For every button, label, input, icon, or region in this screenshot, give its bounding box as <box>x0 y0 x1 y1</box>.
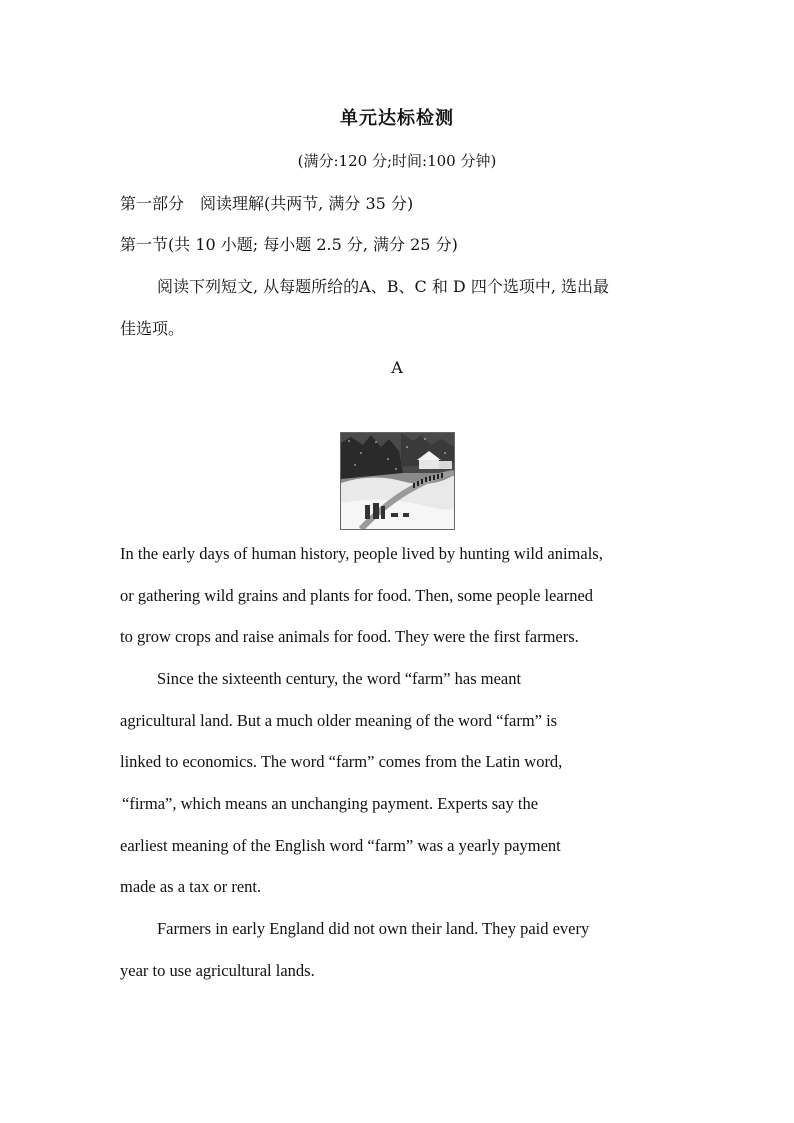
page-title: 单元达标检测 <box>340 108 454 129</box>
part-heading: 第一部分 阅读理解(共两节, 满分 35 分) <box>120 194 414 213</box>
instructions-line-2: 佳选项。 <box>120 319 185 338</box>
passage-line: to grow crops and raise animals for food. They were the first farmers. <box>120 627 579 646</box>
instructions-line-1: 阅读下列短文, 从每题所给的A、B、C 和 D 四个选项中, 选出最 <box>157 277 609 296</box>
passage-line: In the early days of human history, people lived by hunting wild animals, <box>120 544 603 563</box>
section-heading: 第一节(共 10 小题; 每小题 2.5 分, 满分 25 分) <box>120 235 458 254</box>
passage-line: Since the sixteenth century, the word “farm” has meant <box>157 669 522 688</box>
exam-info: (满分:120 分;时间:100 分钟) <box>297 152 497 170</box>
passage-line: or gathering wild grains and plants for food. Then, some people learned <box>120 586 594 605</box>
passage-label: A <box>391 358 403 377</box>
winter-village-illustration-icon <box>340 432 455 530</box>
passage-line: made as a tax or rent. <box>120 877 262 896</box>
passage-line: Farmers in early England did not own their land. They paid every <box>157 919 590 938</box>
passage-line: earliest meaning of the English word “farm” was a yearly payment <box>120 836 561 855</box>
passage-line: agricultural land. But a much older meaning of the word “farm” is <box>120 711 558 730</box>
passage-line: linked to economics. The word “farm” comes from the Latin word, <box>120 752 563 771</box>
passage-line: year to use agricultural lands. <box>120 961 315 980</box>
passage-line: “firma”, which means an unchanging payment. Experts say the <box>122 794 539 813</box>
